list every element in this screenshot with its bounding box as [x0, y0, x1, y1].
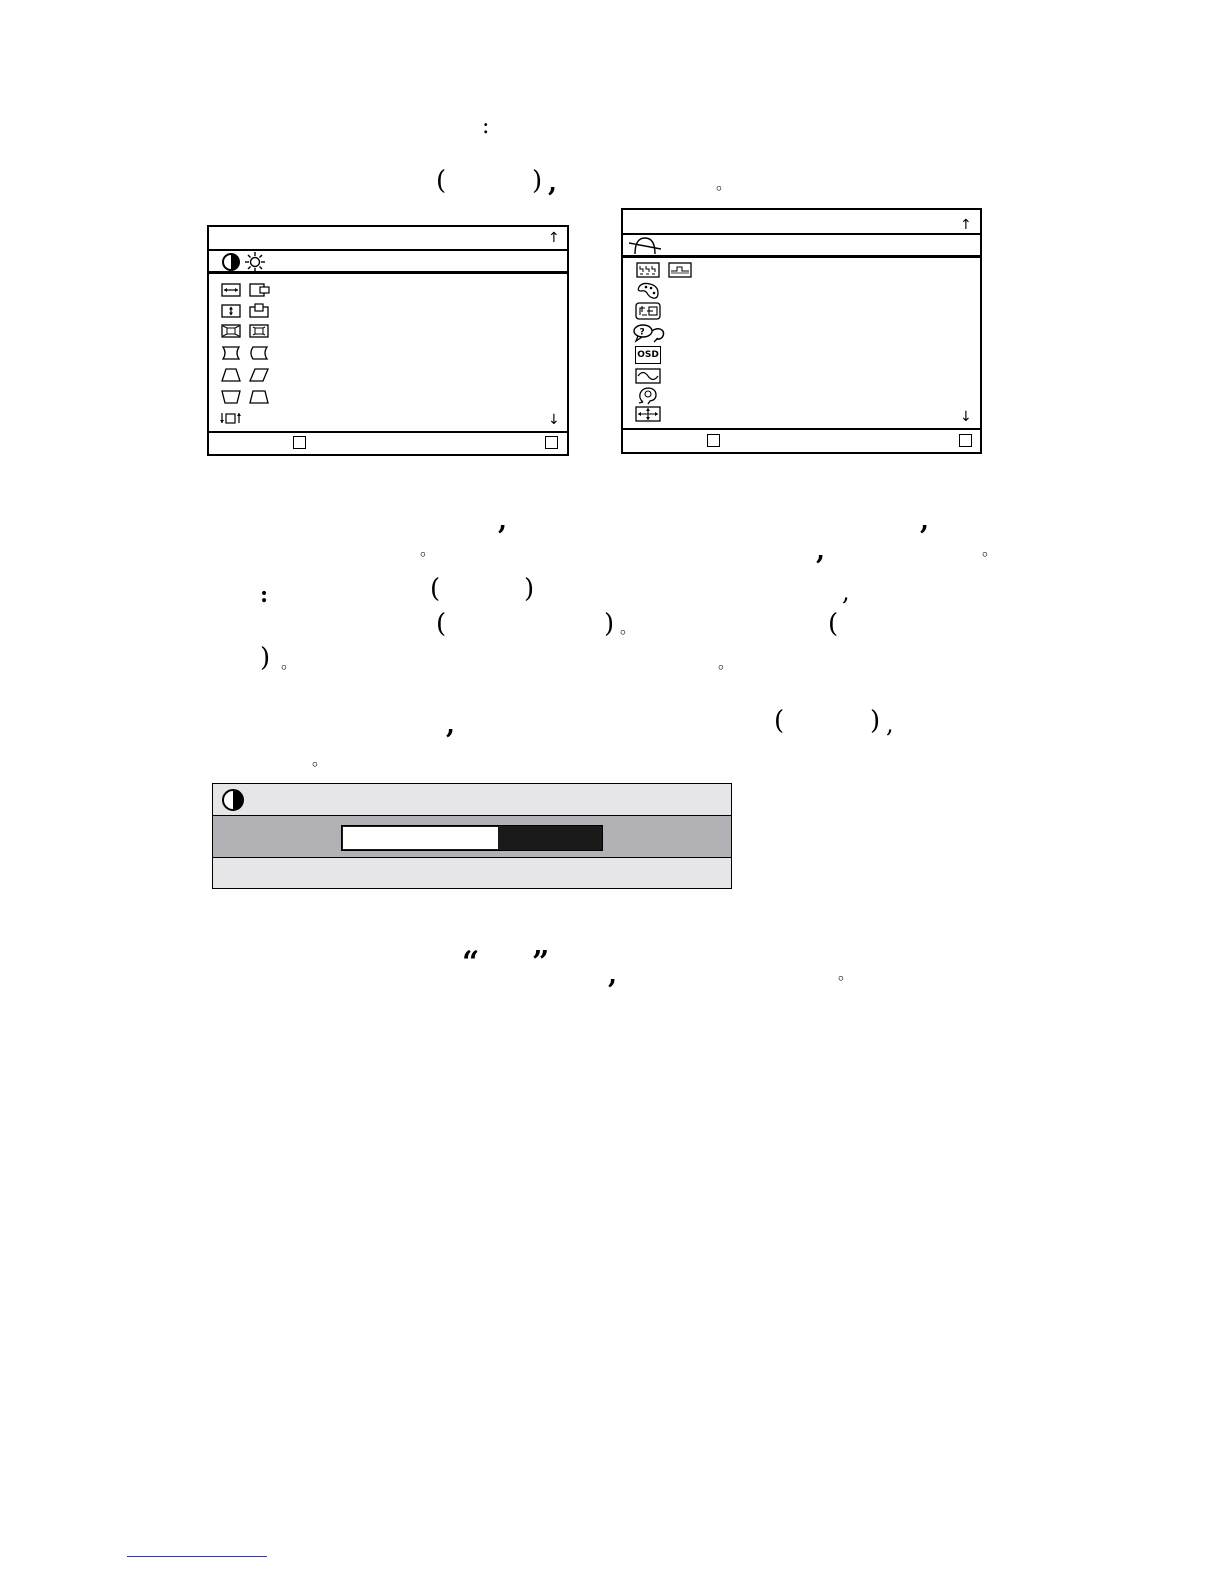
top-corner-icon[interactable]	[249, 390, 269, 404]
contrast-icon[interactable]	[221, 252, 241, 272]
contrast-slider[interactable]	[341, 825, 603, 851]
trapezoid-icon[interactable]	[221, 368, 241, 382]
osd-label: OSD	[637, 350, 659, 360]
footer-link-underline	[127, 1556, 267, 1557]
exit-button[interactable]	[959, 434, 972, 447]
period-mark: 。	[718, 653, 735, 672]
contrast-icon	[221, 788, 245, 812]
period-mark: 。	[281, 653, 298, 672]
period-mark: 。	[716, 174, 733, 193]
language-icon[interactable]	[632, 323, 666, 343]
scroll-up-arrow[interactable]: ↑	[960, 217, 972, 233]
recall-icon[interactable]	[637, 387, 659, 405]
colon-mark: :	[482, 114, 490, 139]
scroll-down-arrow[interactable]: ↓	[548, 412, 560, 428]
osd-icon[interactable]	[635, 346, 661, 364]
paren-open: (	[828, 609, 839, 639]
h-size-icon[interactable]	[221, 283, 241, 297]
contrast-slider-panel	[212, 783, 732, 889]
brightness-icon[interactable]	[245, 252, 265, 272]
moire-h-icon[interactable]	[636, 262, 660, 278]
zoom-out-icon[interactable]	[221, 324, 241, 338]
period-mark: 。	[620, 618, 637, 637]
comma-mark: ,	[842, 578, 850, 606]
paren-close: )	[532, 166, 543, 196]
osd-menu-advanced	[621, 208, 982, 454]
pin-balance-icon[interactable]	[249, 346, 269, 360]
paren-close: )	[260, 643, 271, 673]
slider-fill	[343, 827, 498, 849]
h-position-icon[interactable]	[249, 283, 271, 297]
exit-button[interactable]	[545, 436, 558, 449]
paren-open: (	[436, 609, 447, 639]
scroll-up-arrow[interactable]: ↑	[548, 230, 560, 246]
comma-mark: ,	[498, 506, 508, 536]
rotation-icon[interactable]	[220, 411, 242, 425]
paren-close: )	[604, 609, 615, 639]
colon-mark: :	[260, 582, 269, 608]
period-mark: 。	[982, 540, 999, 559]
select-button[interactable]	[707, 434, 720, 447]
v-size-icon[interactable]	[221, 304, 241, 318]
period-mark: 。	[838, 964, 855, 983]
comma-mark: ,	[920, 506, 930, 536]
paren-open: (	[774, 706, 785, 736]
comma-mark: ,	[816, 536, 826, 566]
position-icon[interactable]	[635, 406, 661, 422]
keystone-icon[interactable]	[221, 390, 241, 404]
paren-open: (	[436, 166, 447, 196]
moire-v-icon[interactable]	[668, 262, 692, 278]
select-button[interactable]	[293, 436, 306, 449]
comma-mark: ,	[446, 710, 456, 740]
comma-mark: ,	[608, 960, 618, 990]
quote-close: ”	[532, 945, 550, 980]
svg-text:?: ?	[639, 327, 645, 338]
input-select-icon[interactable]	[635, 302, 661, 320]
color-temp-icon[interactable]	[636, 282, 660, 300]
parallelogram-icon[interactable]	[249, 368, 269, 382]
signal-icon[interactable]	[635, 368, 661, 384]
v-position-icon[interactable]	[249, 303, 269, 318]
paren-open: (	[430, 574, 441, 604]
pincushion-icon[interactable]	[221, 346, 241, 360]
zoom-in-icon[interactable]	[249, 324, 269, 338]
scroll-down-arrow[interactable]: ↓	[960, 409, 972, 425]
period-mark: 。	[312, 750, 329, 769]
quote-open: “	[462, 945, 480, 980]
paren-close: )	[870, 706, 881, 736]
osd-menu-main	[207, 225, 569, 456]
degauss-icon[interactable]	[629, 235, 661, 255]
period-mark: 。	[420, 540, 437, 559]
comma-mark: ,	[886, 710, 894, 738]
comma-mark: ,	[548, 168, 558, 198]
paren-close: )	[524, 574, 535, 604]
